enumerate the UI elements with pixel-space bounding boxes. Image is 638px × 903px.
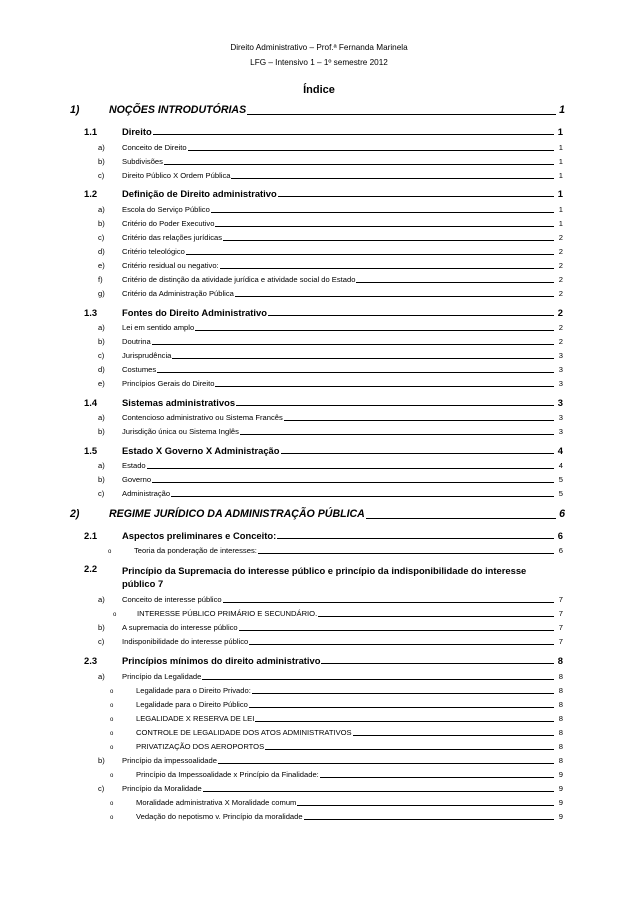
toc-entry-number: 2.3	[84, 655, 98, 666]
toc-leader-line	[249, 644, 554, 645]
toc-leader-line	[249, 707, 554, 708]
toc-entry-number: b)	[98, 157, 105, 166]
toc-entry-page: 8	[558, 756, 563, 765]
toc-entry-label: Critério teleológico	[122, 247, 185, 256]
toc-entry-2-3[interactable]	[84, 656, 563, 665]
toc-entry-page: 7	[558, 623, 563, 632]
toc-entry-label: CONTROLE DE LEGALIDADE DOS ATOS ADMINISTRATIVOS	[136, 728, 352, 737]
toc-entry-label: Jurisdição única ou Sistema Inglês	[122, 427, 239, 436]
toc-bullet: o	[110, 688, 114, 695]
toc-entry-number: c)	[98, 351, 105, 360]
toc-entry-label: Legalidade para o Direito Público	[136, 700, 248, 709]
toc-entry-label: Escola do Serviço Público	[122, 205, 210, 214]
toc-leader-line	[247, 114, 556, 115]
toc-entry[interactable]	[98, 380, 563, 388]
toc-entry[interactable]	[108, 547, 563, 555]
toc-entry[interactable]	[110, 799, 563, 807]
toc-entry-page: 6	[559, 508, 565, 520]
toc-entry-number: a)	[98, 323, 105, 332]
toc-entry[interactable]	[98, 158, 563, 166]
toc-entry[interactable]	[98, 206, 563, 214]
toc-entry-1[interactable]	[70, 105, 565, 116]
toc-entry-1-3[interactable]	[84, 308, 563, 317]
toc-entry[interactable]	[110, 715, 563, 723]
toc-entry-1-4[interactable]	[84, 398, 563, 407]
toc-leader-line	[203, 791, 554, 792]
toc-entry-number: c)	[98, 489, 105, 498]
toc-entry[interactable]	[98, 462, 563, 470]
toc-entry-page: 1	[558, 143, 563, 152]
toc-entry-number: c)	[98, 233, 105, 242]
toc-entry-label: Definição de Direito administrativo	[122, 188, 277, 199]
toc-entry[interactable]	[98, 428, 563, 436]
toc-leader-line	[321, 663, 554, 664]
toc-entry-page: 6	[557, 530, 563, 541]
toc-entry-page: 2	[558, 337, 563, 346]
toc-entry-label: Doutrina	[122, 337, 151, 346]
toc-entry-number: 1.4	[84, 397, 98, 408]
toc-leader-line	[220, 268, 554, 269]
toc-leader-line	[164, 164, 554, 165]
toc-entry-number: b)	[98, 475, 105, 484]
toc-entry[interactable]	[98, 476, 563, 484]
toc-entry-number: 1)	[70, 104, 80, 116]
toc-entry-label: Conceito de Direito	[122, 143, 187, 152]
toc-entry-label: Estado	[122, 461, 146, 470]
toc-entry-number: b)	[98, 219, 105, 228]
toc-leader-line	[297, 805, 554, 806]
toc-leader-line	[239, 630, 554, 631]
toc-leader-line	[265, 749, 554, 750]
toc-entry-number: a)	[98, 672, 105, 681]
toc-entry-label: Princípio da Impessoalidade x Princípio da Finalidade:	[136, 770, 319, 779]
toc-entry[interactable]	[98, 414, 563, 422]
toc-entry-2-2[interactable]	[84, 564, 563, 590]
toc-leader-line	[252, 693, 554, 694]
toc-entry-page: 3	[558, 379, 563, 388]
toc-entry-label: Sistemas administrativos	[122, 397, 236, 408]
toc-entry-1-1[interactable]	[84, 127, 563, 136]
toc-entry-label: Teoria da ponderação de interesses:	[134, 546, 257, 555]
toc-entry-number: a)	[98, 143, 105, 152]
toc-entry-label: Subdivisões	[122, 157, 163, 166]
toc-entry-number: a)	[98, 413, 105, 422]
toc-entry-page: 7	[558, 637, 563, 646]
toc-leader-line	[235, 296, 554, 297]
toc-entry-label: LEGALIDADE X RESERVA DE LEI	[136, 714, 255, 723]
toc-entry-number: 1.1	[84, 126, 98, 137]
document-header-line1: Direito Administrativo – Prof.ª Fernanda Marinela	[230, 43, 408, 52]
toc-entry-number: d)	[98, 365, 105, 374]
toc-entry-label: Conceito de interesse público	[122, 595, 222, 604]
toc-entry-number: g)	[98, 289, 105, 298]
toc-entry-number: b)	[98, 337, 105, 346]
toc-entry-label: REGIME JURÍDICO DA ADMINISTRAÇÃO PÚBLICA	[109, 508, 365, 520]
toc-entry-page: 1	[558, 171, 563, 180]
toc-entry[interactable]	[110, 813, 563, 821]
toc-entry[interactable]	[98, 757, 563, 765]
toc-leader-line	[188, 150, 554, 151]
toc-entry-label: Administração	[122, 489, 171, 498]
toc-leader-line	[186, 254, 554, 255]
toc-entry-number: c)	[98, 637, 105, 646]
toc-leader-line	[258, 553, 554, 554]
toc-entry[interactable]	[98, 234, 563, 242]
document-header-line2: LFG – Intensivo 1 – 1º semestre 2012	[250, 58, 388, 67]
toc-leader-line	[202, 679, 554, 680]
toc-entry-page: 8	[558, 672, 563, 681]
toc-leader-line	[215, 226, 554, 227]
toc-entry-page: 3	[558, 427, 563, 436]
toc-leader-line	[195, 330, 554, 331]
toc-entry[interactable]	[98, 338, 563, 346]
toc-entry-page: 2	[558, 247, 563, 256]
toc-leader-line	[223, 602, 554, 603]
toc-entry-label: Princípio da impessoalidade	[122, 756, 217, 765]
toc-entry-page: 7	[558, 595, 563, 604]
toc-leader-line	[255, 721, 554, 722]
toc-entry-label: Contencioso administrativo ou Sistema Francês	[122, 413, 283, 422]
toc-entry[interactable]	[110, 701, 563, 709]
toc-entry-page: 2	[558, 275, 563, 284]
toc-entry-number: 2.2	[84, 563, 98, 574]
toc-leader-line	[231, 178, 554, 179]
toc-entry[interactable]	[113, 610, 563, 618]
toc-entry[interactable]	[110, 687, 563, 695]
toc-entry-number: e)	[98, 261, 105, 270]
toc-entry-label: Fontes do Direito Administrativo	[122, 307, 267, 318]
toc-entry-label: Governo	[122, 475, 152, 484]
toc-leader-line	[278, 196, 554, 197]
toc-leader-line	[215, 386, 554, 387]
toc-entry[interactable]	[98, 262, 563, 270]
toc-entry-label: INTERESSE PÚBLICO PRIMÁRIO E SECUNDÁRIO.	[137, 609, 318, 618]
toc-leader-line	[172, 358, 554, 359]
toc-entry-number: b)	[98, 756, 105, 765]
toc-entry-number: e)	[98, 379, 105, 388]
toc-entry-label: Princípios Gerais do Direito	[122, 379, 215, 388]
toc-bullet: o	[110, 702, 114, 709]
toc-leader-line	[236, 405, 554, 406]
toc-entry-number: b)	[98, 427, 105, 436]
toc-entry[interactable]	[98, 144, 563, 152]
toc-entry-page: 7	[558, 609, 563, 618]
toc-entry-label: Moralidade administrativa X Moralidade comum	[136, 798, 297, 807]
toc-entry-number: d)	[98, 247, 105, 256]
toc-entry-label: Princípio da Supremacia do interesse público e princípio da indisponibilidade do interesse público 7	[122, 565, 527, 590]
toc-leader-line	[356, 282, 554, 283]
toc-entry[interactable]	[98, 366, 563, 374]
toc-entry[interactable]	[98, 490, 563, 498]
toc-bullet: o	[110, 814, 114, 821]
toc-entry-number: a)	[98, 461, 105, 470]
toc-entry[interactable]	[98, 220, 563, 228]
toc-entry[interactable]	[98, 248, 563, 256]
toc-entry-label: Costumes	[122, 365, 157, 374]
toc-entry-label: Direito	[122, 126, 152, 137]
toc-entry[interactable]	[98, 638, 563, 646]
toc-leader-line	[366, 518, 556, 519]
toc-entry-page: 3	[558, 365, 563, 374]
toc-entry-number: c)	[98, 784, 105, 793]
toc-leader-line	[320, 777, 554, 778]
toc-entry-label: Princípio da Legalidade	[122, 672, 202, 681]
toc-entry-label: Princípio da Moralidade	[122, 784, 202, 793]
toc-entry-page: 5	[558, 489, 563, 498]
toc-entry-page: 6	[558, 546, 563, 555]
toc-entry-label: Critério do Poder Executivo	[122, 219, 215, 228]
toc-entry-page: 8	[558, 728, 563, 737]
toc-entry-page: 2	[558, 323, 563, 332]
toc-entry-page: 1	[558, 157, 563, 166]
toc-entry[interactable]	[98, 624, 563, 632]
toc-bullet: o	[110, 716, 114, 723]
toc-entry-page: 1	[557, 188, 563, 199]
toc-entry-1-5[interactable]	[84, 446, 563, 455]
toc-leader-line	[171, 496, 554, 497]
toc-entry-label: Critério da Administração Pública	[122, 289, 234, 298]
toc-entry-2-1[interactable]	[84, 531, 563, 540]
toc-entry-label: Aspectos preliminares e Conceito:	[122, 530, 277, 541]
toc-bullet: o	[110, 744, 114, 751]
toc-entry[interactable]	[98, 324, 563, 332]
toc-bullet: o	[108, 548, 112, 555]
toc-entry-page: 3	[558, 351, 563, 360]
toc-bullet: o	[110, 772, 114, 779]
toc-leader-line	[157, 372, 554, 373]
toc-leader-line	[268, 315, 554, 316]
toc-entry[interactable]	[98, 352, 563, 360]
toc-entry-label: Direito Público X Ordem Pública	[122, 171, 231, 180]
toc-entry-page: 1	[558, 205, 563, 214]
toc-leader-line	[277, 538, 554, 539]
toc-bullet: o	[110, 730, 114, 737]
index-title: Índice	[303, 84, 335, 96]
toc-entry-page: 9	[558, 812, 563, 821]
toc-entry-label: Lei em sentido amplo	[122, 323, 195, 332]
toc-leader-line	[353, 735, 554, 736]
toc-entry-page: 1	[557, 126, 563, 137]
toc-entry-page: 8	[558, 742, 563, 751]
toc-entry-number: 1.2	[84, 188, 98, 199]
toc-entry-page: 5	[558, 475, 563, 484]
toc-entry-number: 2.1	[84, 530, 98, 541]
toc-entry[interactable]	[98, 673, 563, 681]
toc-leader-line	[152, 482, 554, 483]
toc-leader-line	[318, 616, 554, 617]
toc-entry-label: Vedação do nepotismo v. Princípio da moralidade	[136, 812, 303, 821]
toc-entry-label: NOÇÕES INTRODUTÓRIAS	[109, 104, 247, 116]
toc-entry[interactable]	[98, 276, 563, 284]
toc-entry-page: 2	[557, 307, 563, 318]
toc-entry-label: Jurisprudência	[122, 351, 172, 360]
toc-entry[interactable]	[98, 290, 563, 298]
toc-entry-1-2[interactable]	[84, 189, 563, 198]
toc-leader-line	[223, 240, 554, 241]
toc-leader-line	[281, 453, 554, 454]
toc-entry-label: Critério de distinção da atividade jurídica e atividade social do Estado	[122, 275, 356, 284]
toc-entry-page: 2	[558, 233, 563, 242]
toc-entry-label: Critério das relações jurídicas	[122, 233, 223, 242]
toc-entry-number: 1.5	[84, 445, 98, 456]
toc-leader-line	[304, 819, 554, 820]
toc-entry-page: 9	[558, 770, 563, 779]
toc-entry-label: Critério residual ou negativo:	[122, 261, 219, 270]
toc-leader-line	[153, 134, 554, 135]
toc-entry-number: 2)	[70, 508, 80, 520]
toc-entry-label: Estado X Governo X Administração	[122, 445, 280, 456]
toc-entry[interactable]	[110, 729, 563, 737]
toc-entry-page: 3	[558, 413, 563, 422]
toc-entry-page: 2	[558, 289, 563, 298]
toc-entry-number: a)	[98, 205, 105, 214]
toc-entry[interactable]	[98, 172, 563, 180]
toc-entry-number: 1.3	[84, 307, 98, 318]
toc-entry-page: 8	[558, 686, 563, 695]
toc-leader-line	[284, 420, 554, 421]
toc-entry-page: 8	[558, 700, 563, 709]
toc-bullet: o	[113, 611, 117, 618]
toc-entry-page: 2	[558, 261, 563, 270]
toc-entry-page: 9	[558, 798, 563, 807]
toc-entry-page: 3	[557, 397, 563, 408]
toc-entry-page: 8	[557, 655, 563, 666]
toc-leader-line	[147, 468, 554, 469]
toc-entry-page: 1	[558, 219, 563, 228]
toc-entry-label: PRIVATIZAÇÃO DOS AEROPORTOS	[136, 742, 265, 751]
toc-entry-label: Legalidade para o Direito Privado:	[136, 686, 251, 695]
toc-bullet: o	[110, 800, 114, 807]
toc-entry[interactable]	[110, 743, 563, 751]
toc-entry-number: b)	[98, 623, 105, 632]
toc-entry[interactable]	[110, 771, 563, 779]
toc-entry-label: A supremacia do interesse público	[122, 623, 238, 632]
toc-entry-label: Princípios mínimos do direito administrativo	[122, 655, 321, 666]
toc-entry[interactable]	[98, 596, 563, 604]
toc-entry-page: 8	[558, 714, 563, 723]
toc-leader-line	[152, 344, 554, 345]
toc-entry-page: 4	[558, 461, 563, 470]
toc-leader-line	[240, 434, 554, 435]
toc-entry-page: 4	[557, 445, 563, 456]
toc-entry-number: f)	[98, 275, 103, 284]
toc-entry-number: c)	[98, 171, 105, 180]
toc-entry-label: Indisponibilidade do interesse público	[122, 637, 249, 646]
toc-leader-line	[218, 763, 554, 764]
toc-entry-page: 1	[559, 104, 565, 116]
toc-entry-2[interactable]	[70, 509, 565, 520]
toc-entry-page: 9	[558, 784, 563, 793]
toc-leader-line	[211, 212, 554, 213]
toc-entry-number: a)	[98, 595, 105, 604]
toc-entry[interactable]	[98, 785, 563, 793]
